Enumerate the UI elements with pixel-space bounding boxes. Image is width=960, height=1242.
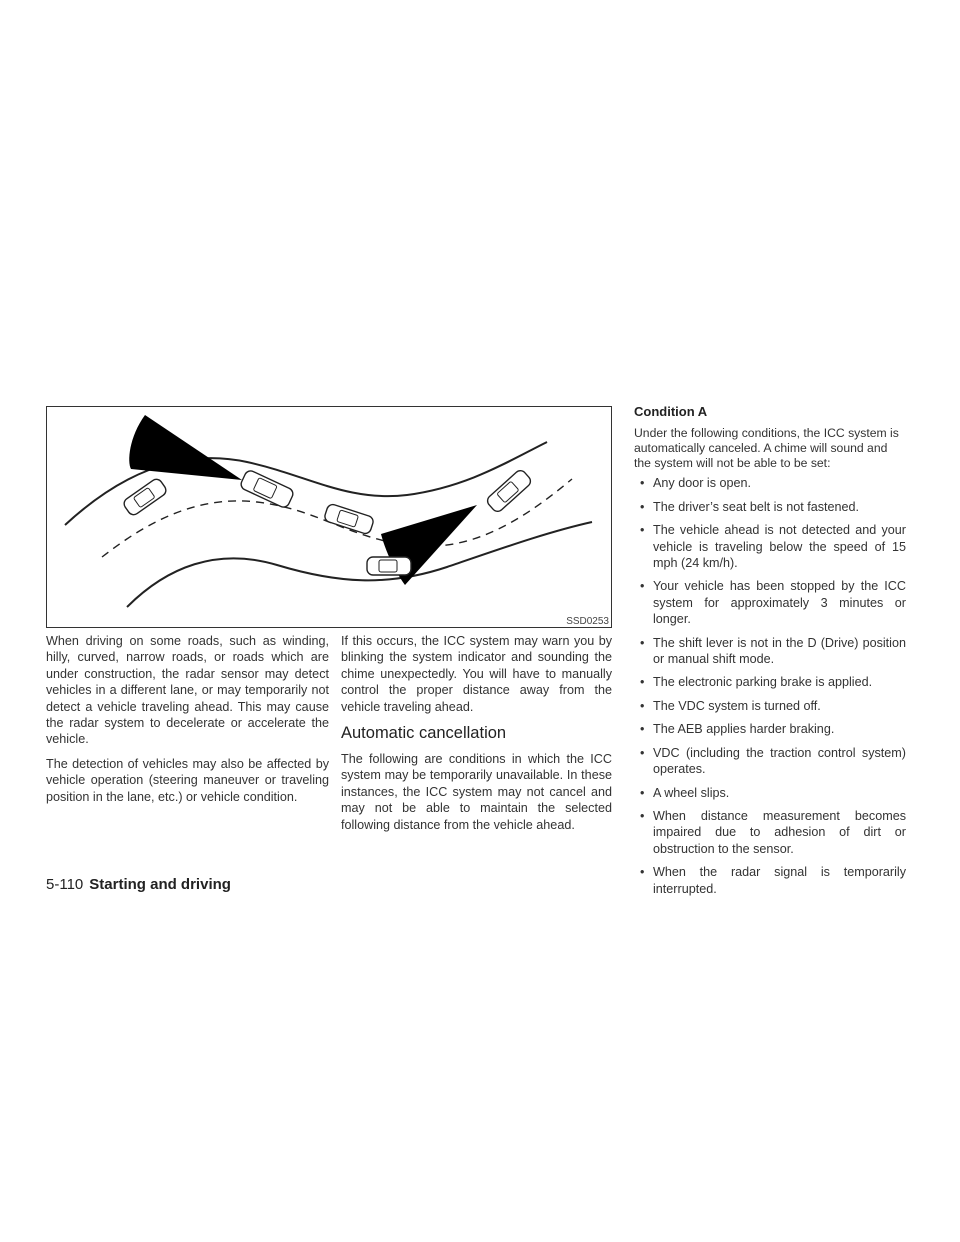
list-item: • The driver’s seat belt is not fastened. — [640, 499, 860, 514]
page-footer — [46, 876, 231, 893]
radar-detection-illustration — [46, 406, 612, 628]
bullet-icon: • — [640, 745, 645, 760]
list-item: • When the radar signal is temporarily interrupted. — [640, 865, 906, 896]
car-icon — [323, 503, 374, 535]
condition-intro: Under the following conditions, the ICC system is automatically canceled. A chime will sound and the system will not be able to be set: — [634, 426, 899, 471]
car-icon — [122, 477, 168, 517]
car-icon — [485, 468, 533, 513]
section-title: Starting and driving — [89, 876, 231, 893]
list-item: • The AEB applies harder braking. — [640, 722, 835, 737]
list-item: • Any door is open. — [640, 476, 752, 491]
paragraph: When driving on some roads, such as winding, hilly, curved, narrow roads, or roads which are under construction, the radar sensor may detect vehicles in a different lane, or may temporarily not detect a vehicle traveling ahead. This may cause the radar system to decelerate or accelerate the vehicle. — [46, 634, 329, 747]
bullet-icon: • — [640, 698, 645, 713]
radar-beam-upper — [129, 415, 242, 480]
column-left — [46, 633, 329, 813]
road-edge-lower — [127, 522, 592, 607]
condition-list — [634, 475, 906, 897]
bullet-icon: • — [640, 675, 645, 690]
condition-heading: Condition A — [634, 404, 708, 419]
bullet-icon: • — [640, 476, 645, 491]
bullet-icon: • — [640, 722, 645, 737]
car-icon — [367, 557, 411, 575]
car-icon — [239, 469, 295, 509]
bullet-icon: • — [640, 808, 645, 823]
list-item: • When distance measurement becomes impaired due to adhesion of dirt or obstruction to the sensor. — [640, 808, 906, 856]
list-item: • The vehicle ahead is not detected and your vehicle is traveling below the speed of 15 mph (24 km/h). — [640, 523, 906, 571]
paragraph: The detection of vehicles may also be affected by vehicle operation (steering maneuver or traveling position in the lane, etc.) or vehicle condition. — [46, 756, 329, 804]
bullet-icon: • — [640, 785, 645, 800]
list-item: • The electronic parking brake is applied. — [640, 675, 873, 690]
bullet-icon: • — [640, 499, 645, 514]
list-item: • The VDC system is turned off. — [640, 698, 821, 713]
list-item: • The shift lever is not in the D (Drive) position or manual shift mode. — [640, 635, 906, 667]
column-middle — [341, 633, 612, 841]
paragraph: The following are conditions in which the ICC system may be temporarily unavailable. In these instances, the ICC system may not cancel and may not be able to maintain the selected following distance from the vehicle ahead. — [341, 752, 612, 832]
bullet-icon: • — [640, 523, 645, 538]
page-number: 5-110 — [46, 876, 84, 893]
list-item: • VDC (including the traction control system) operates. — [640, 745, 906, 777]
paragraph: If this occurs, the ICC system may warn you by blinking the system indicator and sounding the chime unexpectedly. You will have to manually control the proper distance away from the vehicle traveling ahead. — [341, 634, 612, 714]
section-heading: Automatic cancellation — [341, 724, 507, 743]
list-item: • Your vehicle has been stopped by the ICC system for approximately 3 minutes or longer. — [640, 579, 906, 627]
road-diagram — [47, 407, 612, 628]
list-item: • A wheel slips. — [640, 785, 730, 800]
column-right — [634, 404, 906, 904]
bullet-icon: • — [640, 579, 645, 594]
figure-code: SSD0253 — [566, 616, 609, 627]
bullet-icon: • — [640, 865, 645, 880]
bullet-icon: • — [640, 635, 645, 650]
